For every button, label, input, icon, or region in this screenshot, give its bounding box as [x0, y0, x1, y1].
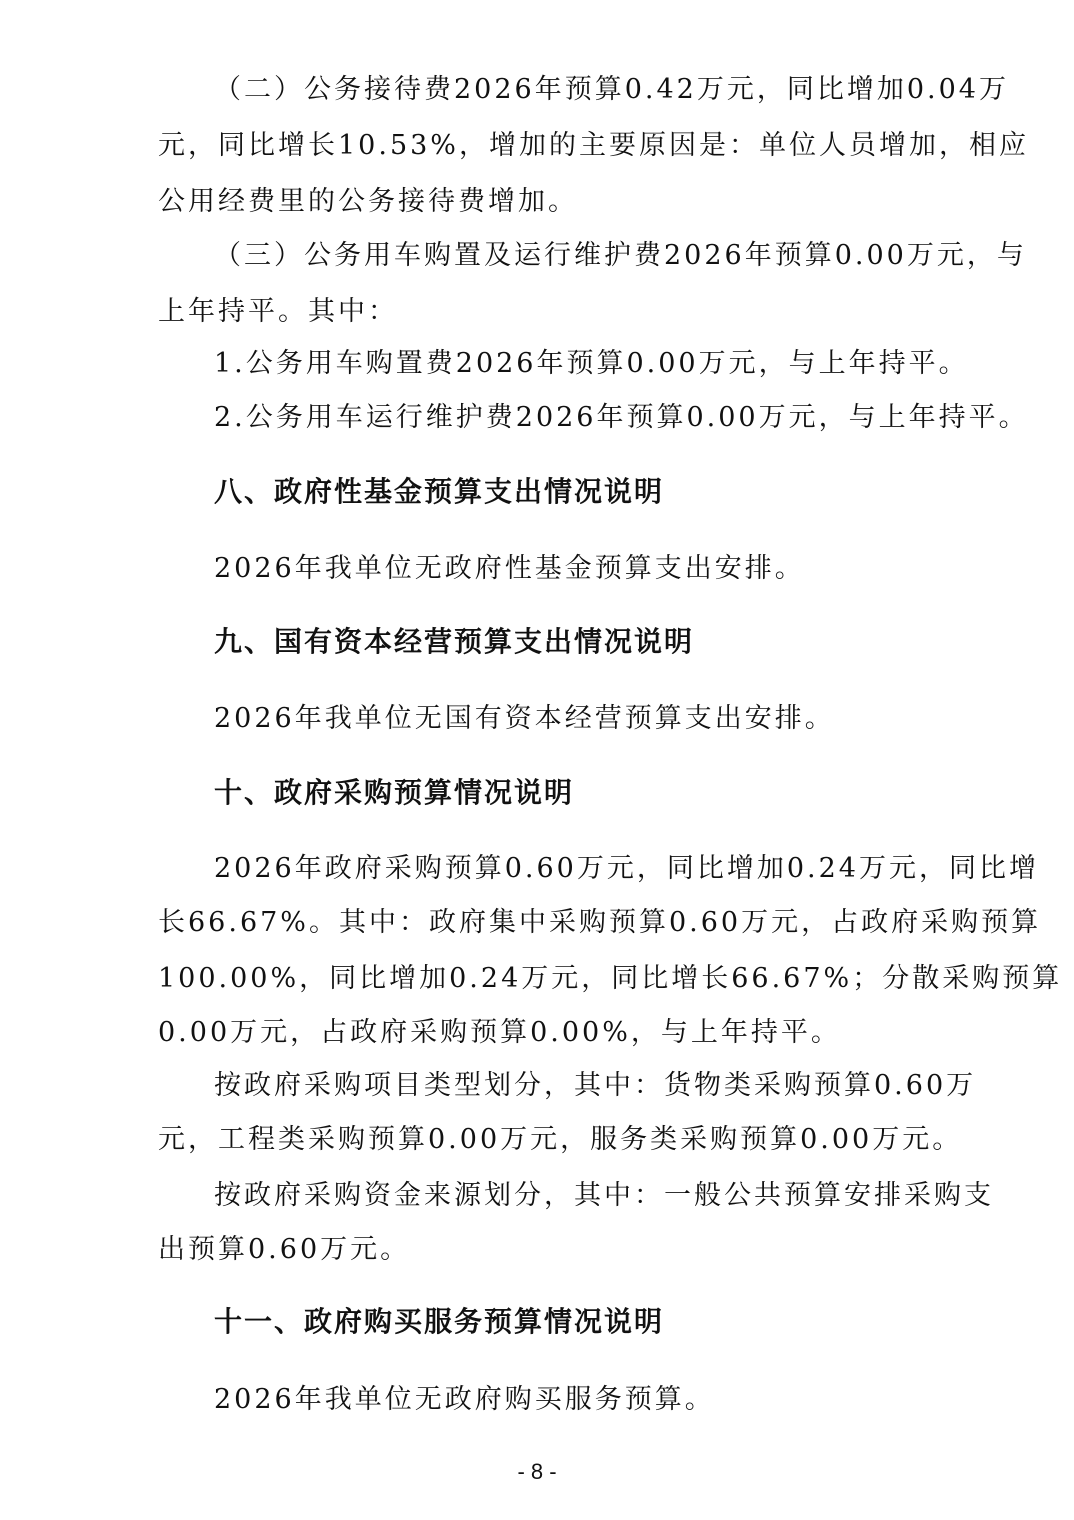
vehicle-purchase-line: 1.公务用车购置费2026年预算0.00万元，与上年持平。 — [214, 348, 969, 379]
reception-line-2: 元，同比增长10.53%，增加的主要原因是：单位人员增加，相应 — [158, 130, 1029, 161]
paragraph-line — [0, 290, 1074, 334]
reception-line-3: 公用经费里的公务接待费增加。 — [158, 186, 578, 217]
paragraph-line — [0, 901, 1074, 945]
vehicles-line-1: （三）公务用车购置及运行维护费2026年预算0.00万元，与 — [214, 240, 1027, 271]
heading-procurement: 十、政府采购预算情况说明 — [214, 776, 575, 809]
heading-purchased-services: 十一、政府购买服务预算情况说明 — [214, 1305, 665, 1338]
paragraph-line — [0, 957, 1074, 1001]
heading-government-fund: 八、政府性基金预算支出情况说明 — [214, 475, 665, 508]
procurement-line-1: 2026年政府采购预算0.60万元，同比增加0.24万元，同比增 — [214, 853, 1039, 884]
purchased-services-text: 2026年我单位无政府购买服务预算。 — [214, 1384, 715, 1415]
page-number: - 8 - — [517, 1459, 557, 1484]
heading-line — [0, 470, 1074, 514]
paragraph-line — [0, 342, 1074, 386]
paragraph-line — [0, 180, 1074, 224]
procurement-type-line-1: 按政府采购项目类型划分，其中：货物类采购预算0.60万 — [214, 1070, 977, 1101]
paragraph-line — [0, 1011, 1074, 1055]
paragraph-line — [0, 234, 1074, 278]
heading-line — [0, 620, 1074, 664]
procurement-line-4: 0.00万元，占政府采购预算0.00%，与上年持平。 — [158, 1017, 841, 1048]
procurement-line-3: 100.00%，同比增加0.24万元，同比增长66.67%；分散采购预算 — [158, 963, 1063, 994]
paragraph-line — [0, 847, 1074, 891]
procurement-type-line-2: 元，工程类采购预算0.00万元，服务类采购预算0.00万元。 — [158, 1124, 963, 1155]
reception-line-1: （二）公务接待费2026年预算0.42万元，同比增加0.04万 — [214, 74, 1009, 105]
vehicles-line-2: 上年持平。其中： — [158, 296, 398, 327]
procurement-source-line-2: 出预算0.60万元。 — [158, 1234, 411, 1265]
paragraph-line — [0, 1064, 1074, 1108]
paragraph-line — [0, 1378, 1074, 1422]
procurement-source-line-1: 按政府采购资金来源划分，其中：一般公共预算安排采购支 — [214, 1180, 994, 1211]
procurement-line-2: 长66.67%。其中：政府集中采购预算0.60万元，占政府采购预算 — [158, 907, 1042, 938]
paragraph-line — [0, 124, 1074, 168]
paragraph-line — [0, 1174, 1074, 1218]
paragraph-line — [0, 547, 1074, 591]
vehicle-operation-line: 2.公务用车运行维护费2026年预算0.00万元，与上年持平。 — [214, 402, 1029, 433]
heading-state-capital: 九、国有资本经营预算支出情况说明 — [214, 625, 695, 658]
paragraph-line — [0, 396, 1074, 440]
heading-line — [0, 1300, 1074, 1344]
paragraph-line — [0, 697, 1074, 741]
paragraph-line — [0, 1118, 1074, 1162]
state-capital-text: 2026年我单位无国有资本经营预算支出安排。 — [214, 703, 835, 734]
government-fund-text: 2026年我单位无政府性基金预算支出安排。 — [214, 553, 805, 584]
paragraph-line — [0, 1228, 1074, 1272]
paragraph-line — [0, 68, 1074, 112]
heading-line — [0, 771, 1074, 815]
